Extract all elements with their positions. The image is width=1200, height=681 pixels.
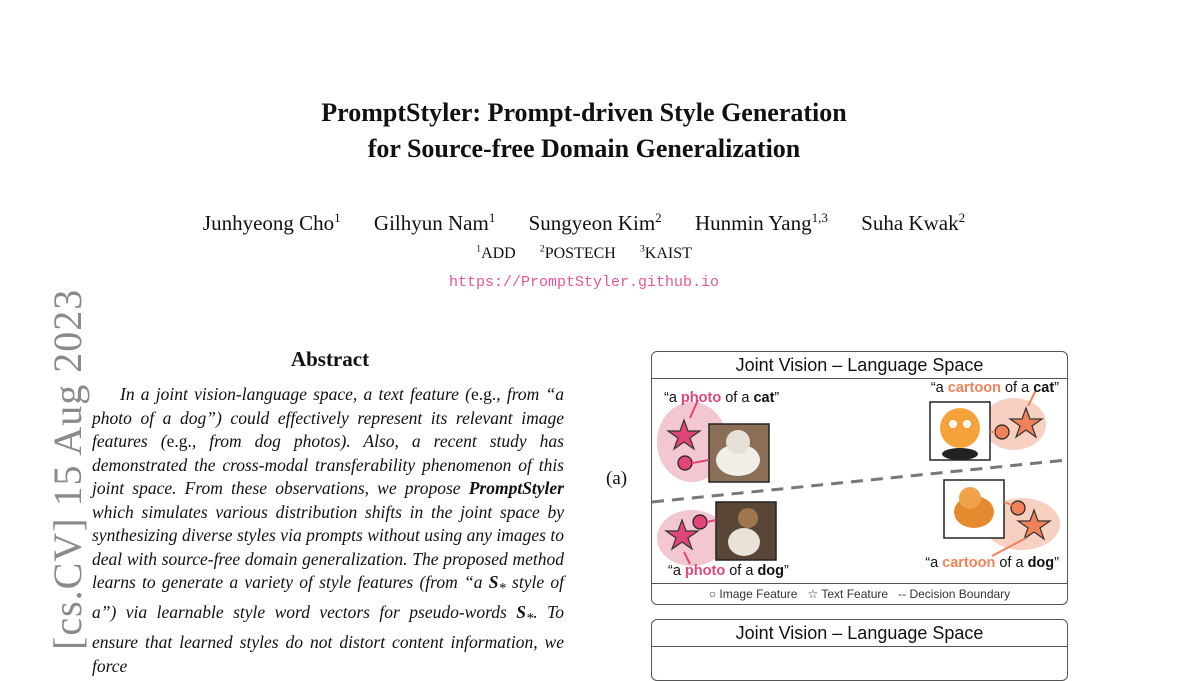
- figure-legend: ○ Image Feature ☆ Text Feature -- Decision Boundary: [652, 583, 1067, 604]
- author: Hunmin Yang$^{1,3}$: [694, 210, 828, 235]
- figure-panel-a: [651, 351, 1068, 605]
- affiliation-list: [0, 244, 1168, 263]
- author: Suha Kwak$^2$: [861, 210, 966, 235]
- paper-title-line2: for Source-free Domain Generalization: [367, 134, 801, 163]
- dog-body: [728, 528, 760, 556]
- author-list: [0, 210, 1168, 236]
- cartoon-cat-shadow: [942, 448, 978, 460]
- image-feature-marker: [693, 515, 707, 529]
- panel-title: Joint Vision – Language Space: [652, 352, 1067, 379]
- author: Sungyeon Kim$^2$: [528, 210, 662, 235]
- panel-title: Joint Vision – Language Space: [652, 620, 1067, 647]
- caption-cartoon-cat: “a cartoon of a cat”: [930, 380, 1059, 396]
- arxiv-stamp: [cs.CV] 15 Aug 2023: [45, 288, 90, 650]
- abstract-heading: Abstract: [290, 347, 370, 371]
- cat-head: [726, 430, 750, 454]
- affiliation: $^3$KAIST: [639, 244, 692, 263]
- caption-cartoon-dog: “a cartoon of a dog”: [925, 555, 1059, 571]
- image-feature-marker: [678, 456, 692, 470]
- cartoon-dog-head: [959, 487, 981, 509]
- affiliation: $^2$POSTECH: [539, 244, 616, 263]
- caption-photo-cat: “a photo of a cat”: [664, 390, 780, 406]
- author: Gilhyun Nam$^1$: [373, 210, 496, 235]
- caption-photo-dog: “a photo of a dog”: [668, 563, 789, 579]
- star-icon: ☆: [807, 587, 819, 601]
- affiliation: $^1$ADD: [476, 244, 516, 263]
- cat-cartoon-region: [982, 398, 1046, 450]
- dash-icon: --: [898, 587, 907, 601]
- figure-panel-b: [651, 619, 1068, 681]
- method-name: PromptStyler: [468, 478, 564, 498]
- circle-icon: ○: [708, 587, 717, 601]
- paper-title-line1: PromptStyler: Prompt-driven Style Generation: [321, 98, 847, 127]
- figure-label-a: (a): [606, 468, 628, 489]
- project-url-link[interactable]: https://PromptStyler.github.io: [448, 274, 720, 291]
- abstract-body: In a joint vision-language space, a text feature (e.g., from “a photo of a dog”) could effectively represent its relevant image features (e.g., from dog photos). Also, a recent study has demonstrated the cross-modal transferability phenomenon of this joint space. From these observations, we propose PromptStyler which simulates various distribution shifts in the joint space by synthesizing diverse styles via prompts without using any images to deal with source-free domain generalization. The proposed method learns to generate a variety of style features (from “a $S_*$ style of a”) via learnable style word vectors for pseudo-words $S_*$. To ensure that learned styles do not distort content information, we force: [92, 384, 564, 676]
- image-feature-marker: [995, 425, 1009, 439]
- dog-head: [738, 508, 758, 528]
- cartoon-cat-head: [940, 408, 980, 448]
- image-feature-marker: [1011, 501, 1025, 515]
- author: Junhyeong Cho$^1$: [202, 210, 341, 235]
